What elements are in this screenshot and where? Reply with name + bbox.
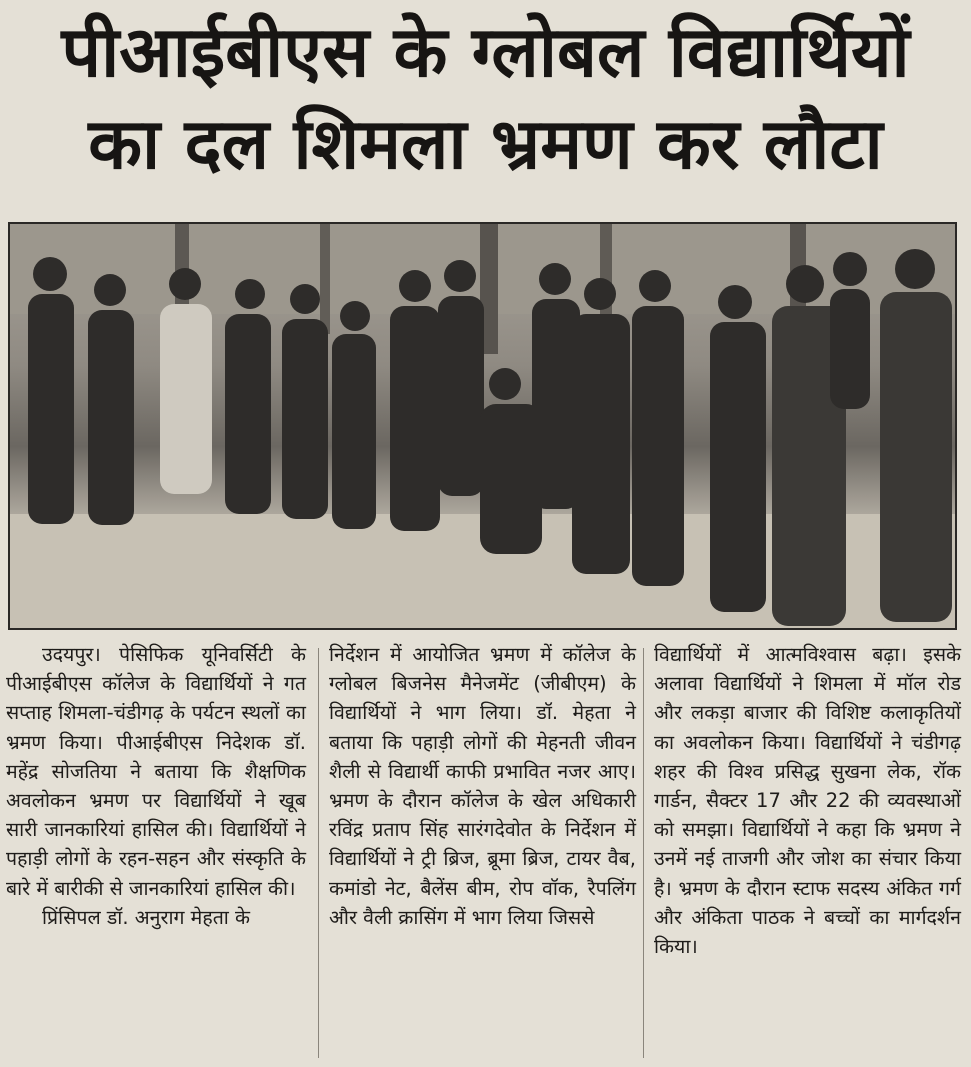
headline-line-1: पीआईबीएस के ग्लोबल विद्यार्थियों [61, 11, 910, 93]
article-column-1 [6, 640, 306, 932]
article-body [6, 640, 961, 1065]
group-photo [8, 222, 957, 630]
column-1-paragraph-1: उदयपुर। पेसिफिक यूनिवर्सिटी के पीआईबीएस कॉलेज के विद्यार्थियों ने गत सप्ताह शिमला-चंडीगढ़ के पर्यटन स्थलों का भ्रमण किया। पीआईबीएस निदेशक डॉ. महेंद्र सोजतिया ने बताया कि शैक्षणिक अवलोकन भ्रमण पर विद्यार्थियों ने खूब सारी जानकारियां हासिल की। विद्यार्थियों ने पहाड़ी लोगों के रहन-सहन और संस्कृति के बारे में बारीकी से जानकारियां हासिल की। [6, 643, 306, 900]
column-divider [643, 648, 644, 1058]
column-2-paragraph-1: निर्देशन में आयोजित भ्रमण में कॉलेज के ग्लोबल बिजनेस मैनेजमेंट (जीबीएम) के विद्यार्थियों ने भाग लिया। डॉ. मेहता ने बताया कि पहाड़ी लोगों की मेहनती जीवन शैली से विद्यार्थी काफी प्रभावित नजर आए। भ्रमण के दौरान कॉलेज के खेल अधिकारी रविंद्र प्रताप सिंह सारंगदेवोत के निर्देशन में विद्यार्थियों ने ट्री ब्रिज, ब्रूमा ब्रिज, टायर वैब, कमांडो नेट, बैलेंस बीम, रोप वॉक, रैपलिंग और वैली क्रासिंग में भाग लिया जिससे [329, 643, 636, 929]
article-column-2 [329, 640, 636, 932]
group-photo-illustration [10, 224, 955, 628]
column-3-paragraph-1: विद्यार्थियों में आत्मविश्वास बढ़ा। इसके अलावा विद्यार्थियों ने शिमला में मॉल रोड और लकड़ा बाजार की विशिष्ट कलाकृतियों का अवलोकन किया। विद्यार्थियों ने चंडीगढ़ शहर की विश्व प्रसिद्ध सुखना लेक, रॉक गार्डन, सैक्टर 17 और 22 की व्यवस्थाओं को समझा। विद्यार्थियों ने कहा कि भ्रमण ने उनमें नई ताजगी और जोश का संचार किया है। भ्रमण के दौरान स्टाफ सदस्य अंकित गर्ग और अंकिता पाठक ने बच्चों का मार्गदर्शन किया। [654, 643, 961, 959]
article-column-3 [654, 640, 961, 961]
column-divider [318, 648, 319, 1058]
column-1-paragraph-2: प्रिंसिपल डॉ. अनुराग मेहता के [42, 905, 251, 929]
article-headline [0, 6, 971, 190]
headline-line-2: का दल शिमला भ्रमण कर लौटा [88, 103, 883, 185]
